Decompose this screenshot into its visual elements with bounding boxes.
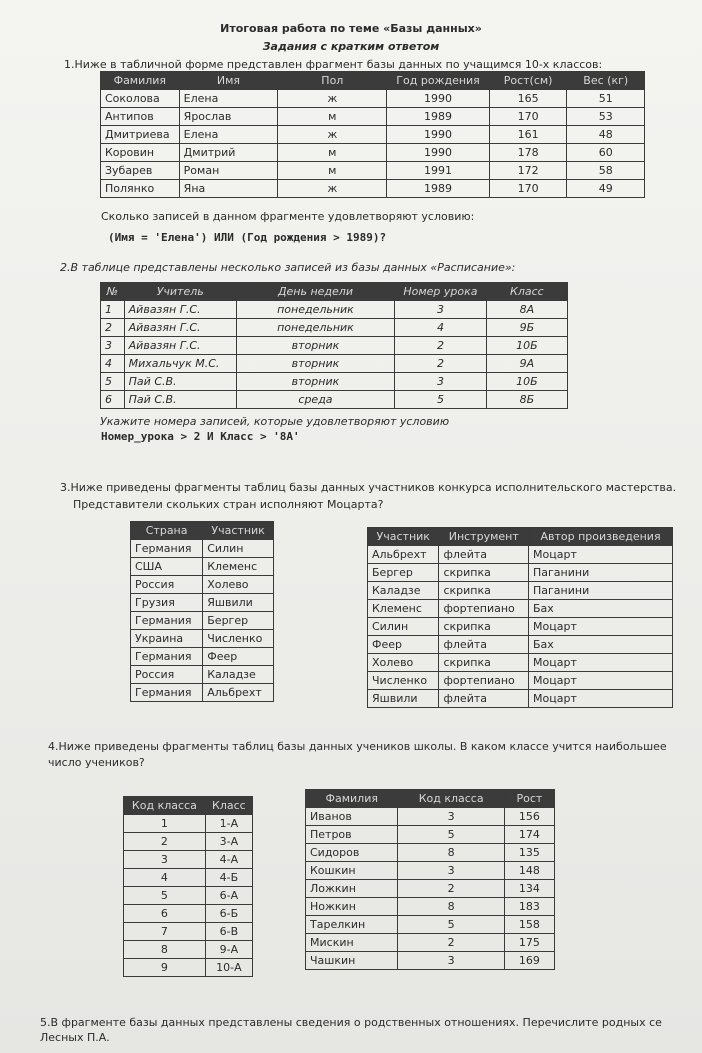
column-header: Инструмент: [439, 528, 529, 546]
table-cell: Дмитрий: [179, 144, 278, 162]
table-cell: 2: [398, 880, 504, 898]
table-cell: 6: [124, 905, 206, 923]
table-row: [306, 808, 555, 826]
table-cell: Моцарт: [529, 546, 673, 564]
table-row: [131, 594, 274, 612]
table-cell: м: [278, 144, 387, 162]
table-row: [124, 833, 253, 851]
column-header: Класс: [205, 797, 252, 815]
table-cell: фортепиано: [439, 672, 529, 690]
table-cell: 4: [101, 355, 125, 373]
table-cell: 8: [124, 941, 206, 959]
table-row: [368, 690, 673, 708]
table-cell: 161: [489, 126, 567, 144]
table-row: [101, 337, 568, 355]
table-cell: Соколова: [101, 90, 180, 108]
table-cell: Антипов: [101, 108, 180, 126]
table-row: [131, 558, 274, 576]
column-header: Вес (кг): [567, 72, 645, 90]
table-cell: флейта: [439, 546, 529, 564]
student-height-table: [305, 789, 555, 970]
column-header: Код класса: [124, 797, 206, 815]
table-cell: Моцарт: [529, 672, 673, 690]
table-cell: Пай С.В.: [124, 391, 236, 409]
table-cell: понедельник: [236, 319, 394, 337]
table-cell: 172: [489, 162, 567, 180]
table-cell: 8: [398, 844, 504, 862]
table-cell: 183: [504, 898, 554, 916]
column-header: Рост(см): [489, 72, 567, 90]
table-cell: 9-А: [205, 941, 252, 959]
column-header: Рост: [504, 790, 554, 808]
table-cell: 10-А: [205, 959, 252, 977]
table-cell: Россия: [131, 666, 203, 684]
table-cell: 5: [398, 916, 504, 934]
table-cell: Каладзе: [368, 582, 439, 600]
question-1-text: 1.Ниже в табличной форме представлен фрагмент базы данных по учащимся 10-х классов:: [64, 58, 603, 71]
table-row: [131, 666, 274, 684]
table-row: [124, 815, 253, 833]
page-title: Итоговая работа по теме «Базы данных»: [220, 22, 482, 35]
table-cell: 3: [395, 301, 487, 319]
table-row: [306, 916, 555, 934]
question-2-text: 2.В таблице представлены несколько записей из базы данных «Расписание»:: [60, 261, 516, 274]
question-1-condition: (Имя = 'Елена') ИЛИ (Год рождения > 1989)?: [108, 231, 387, 244]
table-cell: 9А: [486, 355, 567, 373]
table-cell: 3-А: [205, 833, 252, 851]
table-cell: скрипка: [439, 654, 529, 672]
table-cell: Альбрехт: [203, 684, 274, 702]
table-cell: 1990: [387, 126, 489, 144]
question-4-text: 4.Ниже приведены фрагменты таблиц базы данных учеников школы. В каком классе учится наибольшее: [48, 740, 667, 753]
column-header: Год рождения: [387, 72, 489, 90]
table-cell: Яшвили: [368, 690, 439, 708]
table-cell: Альбрехт: [368, 546, 439, 564]
table-cell: 7: [124, 923, 206, 941]
table-cell: 1-А: [205, 815, 252, 833]
table-row: [101, 180, 645, 198]
table-cell: Украина: [131, 630, 203, 648]
table-cell: 4: [395, 319, 487, 337]
table-cell: 1: [101, 301, 125, 319]
table-cell: 6-Б: [205, 905, 252, 923]
table-cell: Холево: [368, 654, 439, 672]
table-cell: Германия: [131, 648, 203, 666]
table-cell: 2: [395, 355, 487, 373]
table-cell: Паганини: [529, 564, 673, 582]
table-row: [306, 898, 555, 916]
table-row: [131, 648, 274, 666]
table-row: [131, 630, 274, 648]
table-cell: Феер: [368, 636, 439, 654]
schedule-table: [100, 282, 568, 409]
column-header: Фамилия: [101, 72, 180, 90]
table-cell: Бах: [529, 636, 673, 654]
table-cell: вторник: [236, 355, 394, 373]
table-cell: Айвазян Г.С.: [124, 319, 236, 337]
table-cell: Холево: [203, 576, 274, 594]
question-5-text: 5.В фрагменте базы данных представлены сведения о родственных отношениях. Перечислите родных се: [40, 1016, 662, 1029]
table-cell: Кошкин: [306, 862, 398, 880]
table-row: [124, 905, 253, 923]
table-cell: Клеменс: [368, 600, 439, 618]
table-cell: Силин: [203, 540, 274, 558]
table-cell: Моцарт: [529, 618, 673, 636]
question-1-prompt: Сколько записей в данном фрагменте удовлетворяют условию:: [101, 210, 475, 223]
students-table: [100, 71, 645, 198]
table-cell: 48: [567, 126, 645, 144]
table-cell: Мискин: [306, 934, 398, 952]
table-row: [131, 684, 274, 702]
table-cell: Петров: [306, 826, 398, 844]
column-header: Фамилия: [306, 790, 398, 808]
table-cell: Айвазян Г.С.: [124, 301, 236, 319]
table-cell: 174: [504, 826, 554, 844]
table-row: [124, 923, 253, 941]
table-cell: Ложкин: [306, 880, 398, 898]
participant-instrument-table: [367, 527, 673, 708]
table-cell: 49: [567, 180, 645, 198]
table-row: [124, 851, 253, 869]
table-row: [101, 319, 568, 337]
table-cell: 2: [398, 934, 504, 952]
table-cell: Зубарев: [101, 162, 180, 180]
table-cell: Силин: [368, 618, 439, 636]
table-cell: флейта: [439, 636, 529, 654]
table-cell: 1989: [387, 180, 489, 198]
column-header: Участник: [203, 522, 274, 540]
table-cell: среда: [236, 391, 394, 409]
table-cell: Численко: [203, 630, 274, 648]
column-header: Код класса: [398, 790, 504, 808]
table-cell: ж: [278, 126, 387, 144]
table-cell: Германия: [131, 684, 203, 702]
table-cell: Полянко: [101, 180, 180, 198]
table-cell: 10Б: [486, 337, 567, 355]
column-header: Страна: [131, 522, 203, 540]
table-cell: Иванов: [306, 808, 398, 826]
table-cell: 8А: [486, 301, 567, 319]
question-2-prompt: Укажите номера записей, которые удовлетворяют условию: [100, 415, 450, 428]
table-row: [306, 934, 555, 952]
column-header: Автор произведения: [529, 528, 673, 546]
table-cell: 4: [124, 869, 206, 887]
table-cell: 1: [124, 815, 206, 833]
table-cell: 148: [504, 862, 554, 880]
table-cell: Россия: [131, 576, 203, 594]
table-row: [101, 162, 645, 180]
table-cell: 5: [124, 887, 206, 905]
table-cell: 135: [504, 844, 554, 862]
table-row: [368, 618, 673, 636]
table-row: [101, 144, 645, 162]
table-cell: Бергер: [368, 564, 439, 582]
table-cell: Моцарт: [529, 654, 673, 672]
table-row: [368, 564, 673, 582]
table-cell: Яна: [179, 180, 278, 198]
table-cell: Михальчук М.С.: [124, 355, 236, 373]
table-cell: скрипка: [439, 618, 529, 636]
table-cell: 8: [398, 898, 504, 916]
table-cell: 2: [124, 833, 206, 851]
table-cell: Коровин: [101, 144, 180, 162]
table-cell: скрипка: [439, 582, 529, 600]
table-cell: Каладзе: [203, 666, 274, 684]
table-cell: Клеменс: [203, 558, 274, 576]
table-cell: Феер: [203, 648, 274, 666]
table-cell: 1990: [387, 90, 489, 108]
page-subtitle: Задания с кратким ответом: [262, 40, 440, 53]
table-cell: 169: [504, 952, 554, 970]
table-cell: Чашкин: [306, 952, 398, 970]
table-row: [124, 887, 253, 905]
table-row: [306, 862, 555, 880]
table-cell: США: [131, 558, 203, 576]
table-cell: Дмитриева: [101, 126, 180, 144]
table-cell: 5: [101, 373, 125, 391]
table-row: [368, 636, 673, 654]
table-row: [101, 108, 645, 126]
table-cell: 158: [504, 916, 554, 934]
table-row: [368, 672, 673, 690]
table-cell: 60: [567, 144, 645, 162]
table-cell: 1991: [387, 162, 489, 180]
table-cell: вторник: [236, 337, 394, 355]
table-row: [306, 880, 555, 898]
table-cell: 134: [504, 880, 554, 898]
column-header: Номер урока: [395, 283, 487, 301]
table-cell: 6: [101, 391, 125, 409]
table-cell: м: [278, 162, 387, 180]
table-cell: Тарелкин: [306, 916, 398, 934]
table-cell: Пай С.В.: [124, 373, 236, 391]
table-row: [306, 826, 555, 844]
table-row: [124, 869, 253, 887]
column-header: Класс: [486, 283, 567, 301]
table-cell: флейта: [439, 690, 529, 708]
table-cell: 165: [489, 90, 567, 108]
table-row: [101, 126, 645, 144]
table-cell: вторник: [236, 373, 394, 391]
table-cell: 4-Б: [205, 869, 252, 887]
column-header: Учитель: [124, 283, 236, 301]
table-cell: 156: [504, 808, 554, 826]
table-cell: 178: [489, 144, 567, 162]
table-cell: Айвазян Г.С.: [124, 337, 236, 355]
table-row: [368, 654, 673, 672]
table-cell: 170: [489, 180, 567, 198]
table-row: [368, 600, 673, 618]
table-row: [101, 355, 568, 373]
table-cell: Ярослав: [179, 108, 278, 126]
table-cell: Бергер: [203, 612, 274, 630]
table-cell: 9Б: [486, 319, 567, 337]
table-cell: 51: [567, 90, 645, 108]
question-2-condition: Номер_урока > 2 И Класс > '8А': [101, 430, 300, 443]
table-cell: 3: [398, 862, 504, 880]
table-cell: 6-В: [205, 923, 252, 941]
table-row: [124, 941, 253, 959]
question-4-text-2: число учеников?: [48, 756, 145, 769]
table-cell: ж: [278, 90, 387, 108]
table-cell: Роман: [179, 162, 278, 180]
table-row: [124, 959, 253, 977]
table-cell: Сидоров: [306, 844, 398, 862]
table-row: [131, 576, 274, 594]
table-cell: Численко: [368, 672, 439, 690]
question-3-text: 3.Ниже приведены фрагменты таблиц базы данных участников конкурса исполнительского мастерства.: [60, 481, 677, 494]
table-cell: Германия: [131, 612, 203, 630]
table-cell: 3: [398, 952, 504, 970]
table-cell: Бах: [529, 600, 673, 618]
table-cell: м: [278, 108, 387, 126]
table-cell: 1990: [387, 144, 489, 162]
column-header: Имя: [179, 72, 278, 90]
table-row: [306, 952, 555, 970]
table-cell: фортепиано: [439, 600, 529, 618]
table-cell: 5: [398, 826, 504, 844]
table-cell: 3: [398, 808, 504, 826]
column-header: Участник: [368, 528, 439, 546]
table-cell: 4-А: [205, 851, 252, 869]
table-cell: Елена: [179, 126, 278, 144]
table-cell: 2: [101, 319, 125, 337]
table-cell: понедельник: [236, 301, 394, 319]
table-cell: скрипка: [439, 564, 529, 582]
table-cell: Грузия: [131, 594, 203, 612]
table-cell: 3: [395, 373, 487, 391]
table-cell: 9: [124, 959, 206, 977]
table-cell: 175: [504, 934, 554, 952]
table-row: [131, 612, 274, 630]
table-cell: Елена: [179, 90, 278, 108]
table-cell: Паганини: [529, 582, 673, 600]
column-header: День недели: [236, 283, 394, 301]
country-participant-table: [130, 521, 274, 702]
table-row: [131, 540, 274, 558]
question-5-text-2: Лесных П.А.: [40, 1031, 110, 1044]
column-header: №: [101, 283, 125, 301]
table-cell: 170: [489, 108, 567, 126]
table-cell: 6-А: [205, 887, 252, 905]
table-cell: 53: [567, 108, 645, 126]
table-cell: 5: [395, 391, 487, 409]
class-code-table: [123, 796, 253, 977]
table-cell: 8Б: [486, 391, 567, 409]
table-cell: 10Б: [486, 373, 567, 391]
table-row: [368, 546, 673, 564]
table-cell: Яшвили: [203, 594, 274, 612]
table-cell: 3: [101, 337, 125, 355]
table-cell: 3: [124, 851, 206, 869]
table-cell: 58: [567, 162, 645, 180]
table-cell: Германия: [131, 540, 203, 558]
table-row: [306, 844, 555, 862]
table-row: [101, 301, 568, 319]
question-3-text-2: Представители скольких стран исполняют Моцарта?: [73, 498, 384, 511]
table-cell: Ножкин: [306, 898, 398, 916]
table-cell: 1989: [387, 108, 489, 126]
column-header: Пол: [278, 72, 387, 90]
table-cell: ж: [278, 180, 387, 198]
table-row: [101, 373, 568, 391]
table-row: [101, 391, 568, 409]
table-cell: 2: [395, 337, 487, 355]
table-row: [368, 582, 673, 600]
table-cell: Моцарт: [529, 690, 673, 708]
table-row: [101, 90, 645, 108]
